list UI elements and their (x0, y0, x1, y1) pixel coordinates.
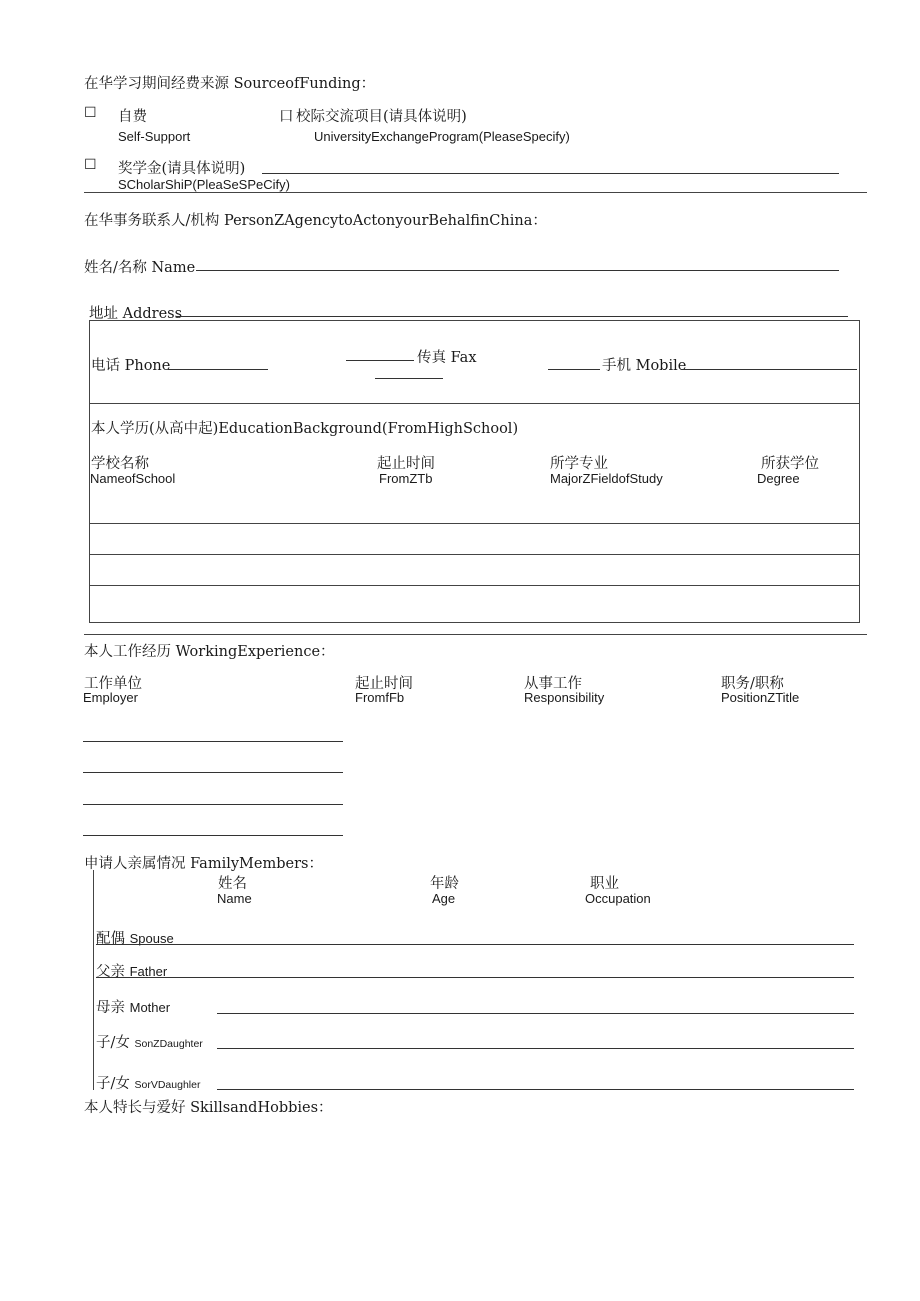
family-col-occupation-en: Occupation (585, 891, 651, 906)
work-heading: 本人工作经历 WorkingExperience： (84, 644, 335, 660)
edu-col-period-zh: 起止时间 (377, 456, 435, 472)
family-col-name-en: Name (217, 891, 252, 906)
work-col-responsibility-en: Responsibility (524, 690, 605, 705)
family-row-spouse-line[interactable] (96, 944, 854, 945)
funding-heading: 在华学习期间经费来源 SourceofFunding： (84, 76, 376, 92)
family-row-father-label: 父亲 Father (96, 964, 168, 980)
scholarship-label-zh: 奖学金(请具体说明) (118, 161, 246, 177)
family-heading: 申请人亲属情况 FamilyMembers： (84, 856, 323, 872)
family-row-child1-label: 子/女 SonZDaughter (96, 1035, 203, 1051)
education-heading: 本人学历(从高中起)EducationBackground(FromHighSchool) (91, 421, 519, 437)
contact-heading: 在华事务联系人/机构 PersonZAgencytoActonyourBehalfinChina： (84, 213, 547, 229)
work-entry-line[interactable] (83, 835, 343, 836)
phone-field[interactable] (168, 369, 268, 370)
work-entry-line[interactable] (83, 772, 343, 773)
work-entry-line[interactable] (83, 741, 343, 742)
work-col-period-en: FromfFb (355, 690, 405, 705)
family-row-spouse-label: 配偶 Spouse (96, 931, 174, 947)
family-row-child2-label: 子/女 SorVDaughler (96, 1076, 201, 1092)
edu-col-school-en: NameofSchool (90, 471, 176, 486)
contact-name-label: 姓名/名称 Name (84, 260, 196, 276)
self-support-label-zh: 自费 (118, 109, 147, 125)
contact-address-label: 地址 Address (89, 306, 183, 322)
edu-col-major-en: MajorZFieldofStudy (550, 471, 663, 486)
edu-col-school-zh: 学校名称 (91, 456, 149, 472)
mobile-label: 手机 Mobile (602, 358, 687, 374)
scholarship-specify-line[interactable] (262, 173, 839, 174)
family-left-border (93, 870, 94, 1090)
exchange-label-en: UniversityExchangeProgram(PleaseSpecify) (314, 129, 570, 144)
self-support-label-en: Self-Support (118, 129, 191, 144)
family-row-child2-line[interactable] (217, 1089, 854, 1090)
scholarship-checkbox[interactable]: ☐ (84, 157, 97, 173)
family-col-age-en: Age (432, 891, 456, 906)
family-row-mother-label: 母亲 Mother (96, 1000, 171, 1016)
mobile-field-prefix[interactable] (548, 369, 600, 370)
work-col-period-zh: 起止时间 (355, 676, 413, 692)
edu-col-major-zh: 所学专业 (550, 456, 608, 472)
work-entry-line[interactable] (83, 804, 343, 805)
section-divider (84, 634, 867, 635)
work-col-title-zh: 职务/职称 (721, 676, 784, 692)
work-col-responsibility-zh: 从事工作 (524, 676, 582, 692)
edu-col-degree-zh: 所获学位 (761, 456, 819, 472)
exchange-checkbox[interactable]: 口 (279, 109, 294, 125)
scholarship-label-en: SCholarShiP(PleaSeSPeCify) (118, 177, 290, 192)
mobile-field[interactable] (681, 369, 857, 370)
contact-name-field[interactable] (196, 270, 839, 271)
self-support-checkbox[interactable]: ☐ (84, 105, 97, 121)
section-divider (84, 192, 867, 193)
family-row-mother-line[interactable] (217, 1013, 854, 1014)
edu-row-line[interactable] (89, 523, 859, 524)
contact-address-field[interactable] (176, 316, 848, 317)
fax-field[interactable] (375, 378, 443, 379)
exchange-label-zh: 校际交流项目(请具体说明) (296, 109, 467, 125)
fax-field-prefix[interactable] (346, 360, 414, 361)
skills-heading: 本人特长与爱好 SkillsandHobbies： (84, 1100, 333, 1116)
fax-label: 传真 Fax (417, 350, 477, 366)
work-col-title-en: PositionZTitle (721, 690, 800, 705)
edu-row-line[interactable] (89, 554, 859, 555)
edu-col-degree-en: Degree (757, 471, 800, 486)
family-row-father-line[interactable] (96, 977, 854, 978)
work-col-employer-zh: 工作单位 (84, 676, 142, 692)
edu-row-line[interactable] (89, 585, 859, 586)
family-col-name-zh: 姓名 (218, 876, 247, 892)
edu-col-period-en: FromZTb (379, 471, 433, 486)
phone-label: 电话 Phone (91, 358, 171, 374)
family-col-occupation-zh: 职业 (590, 876, 619, 892)
family-row-child1-line[interactable] (217, 1048, 854, 1049)
work-col-employer-en: Employer (83, 690, 138, 705)
family-col-age-zh: 年龄 (430, 876, 459, 892)
